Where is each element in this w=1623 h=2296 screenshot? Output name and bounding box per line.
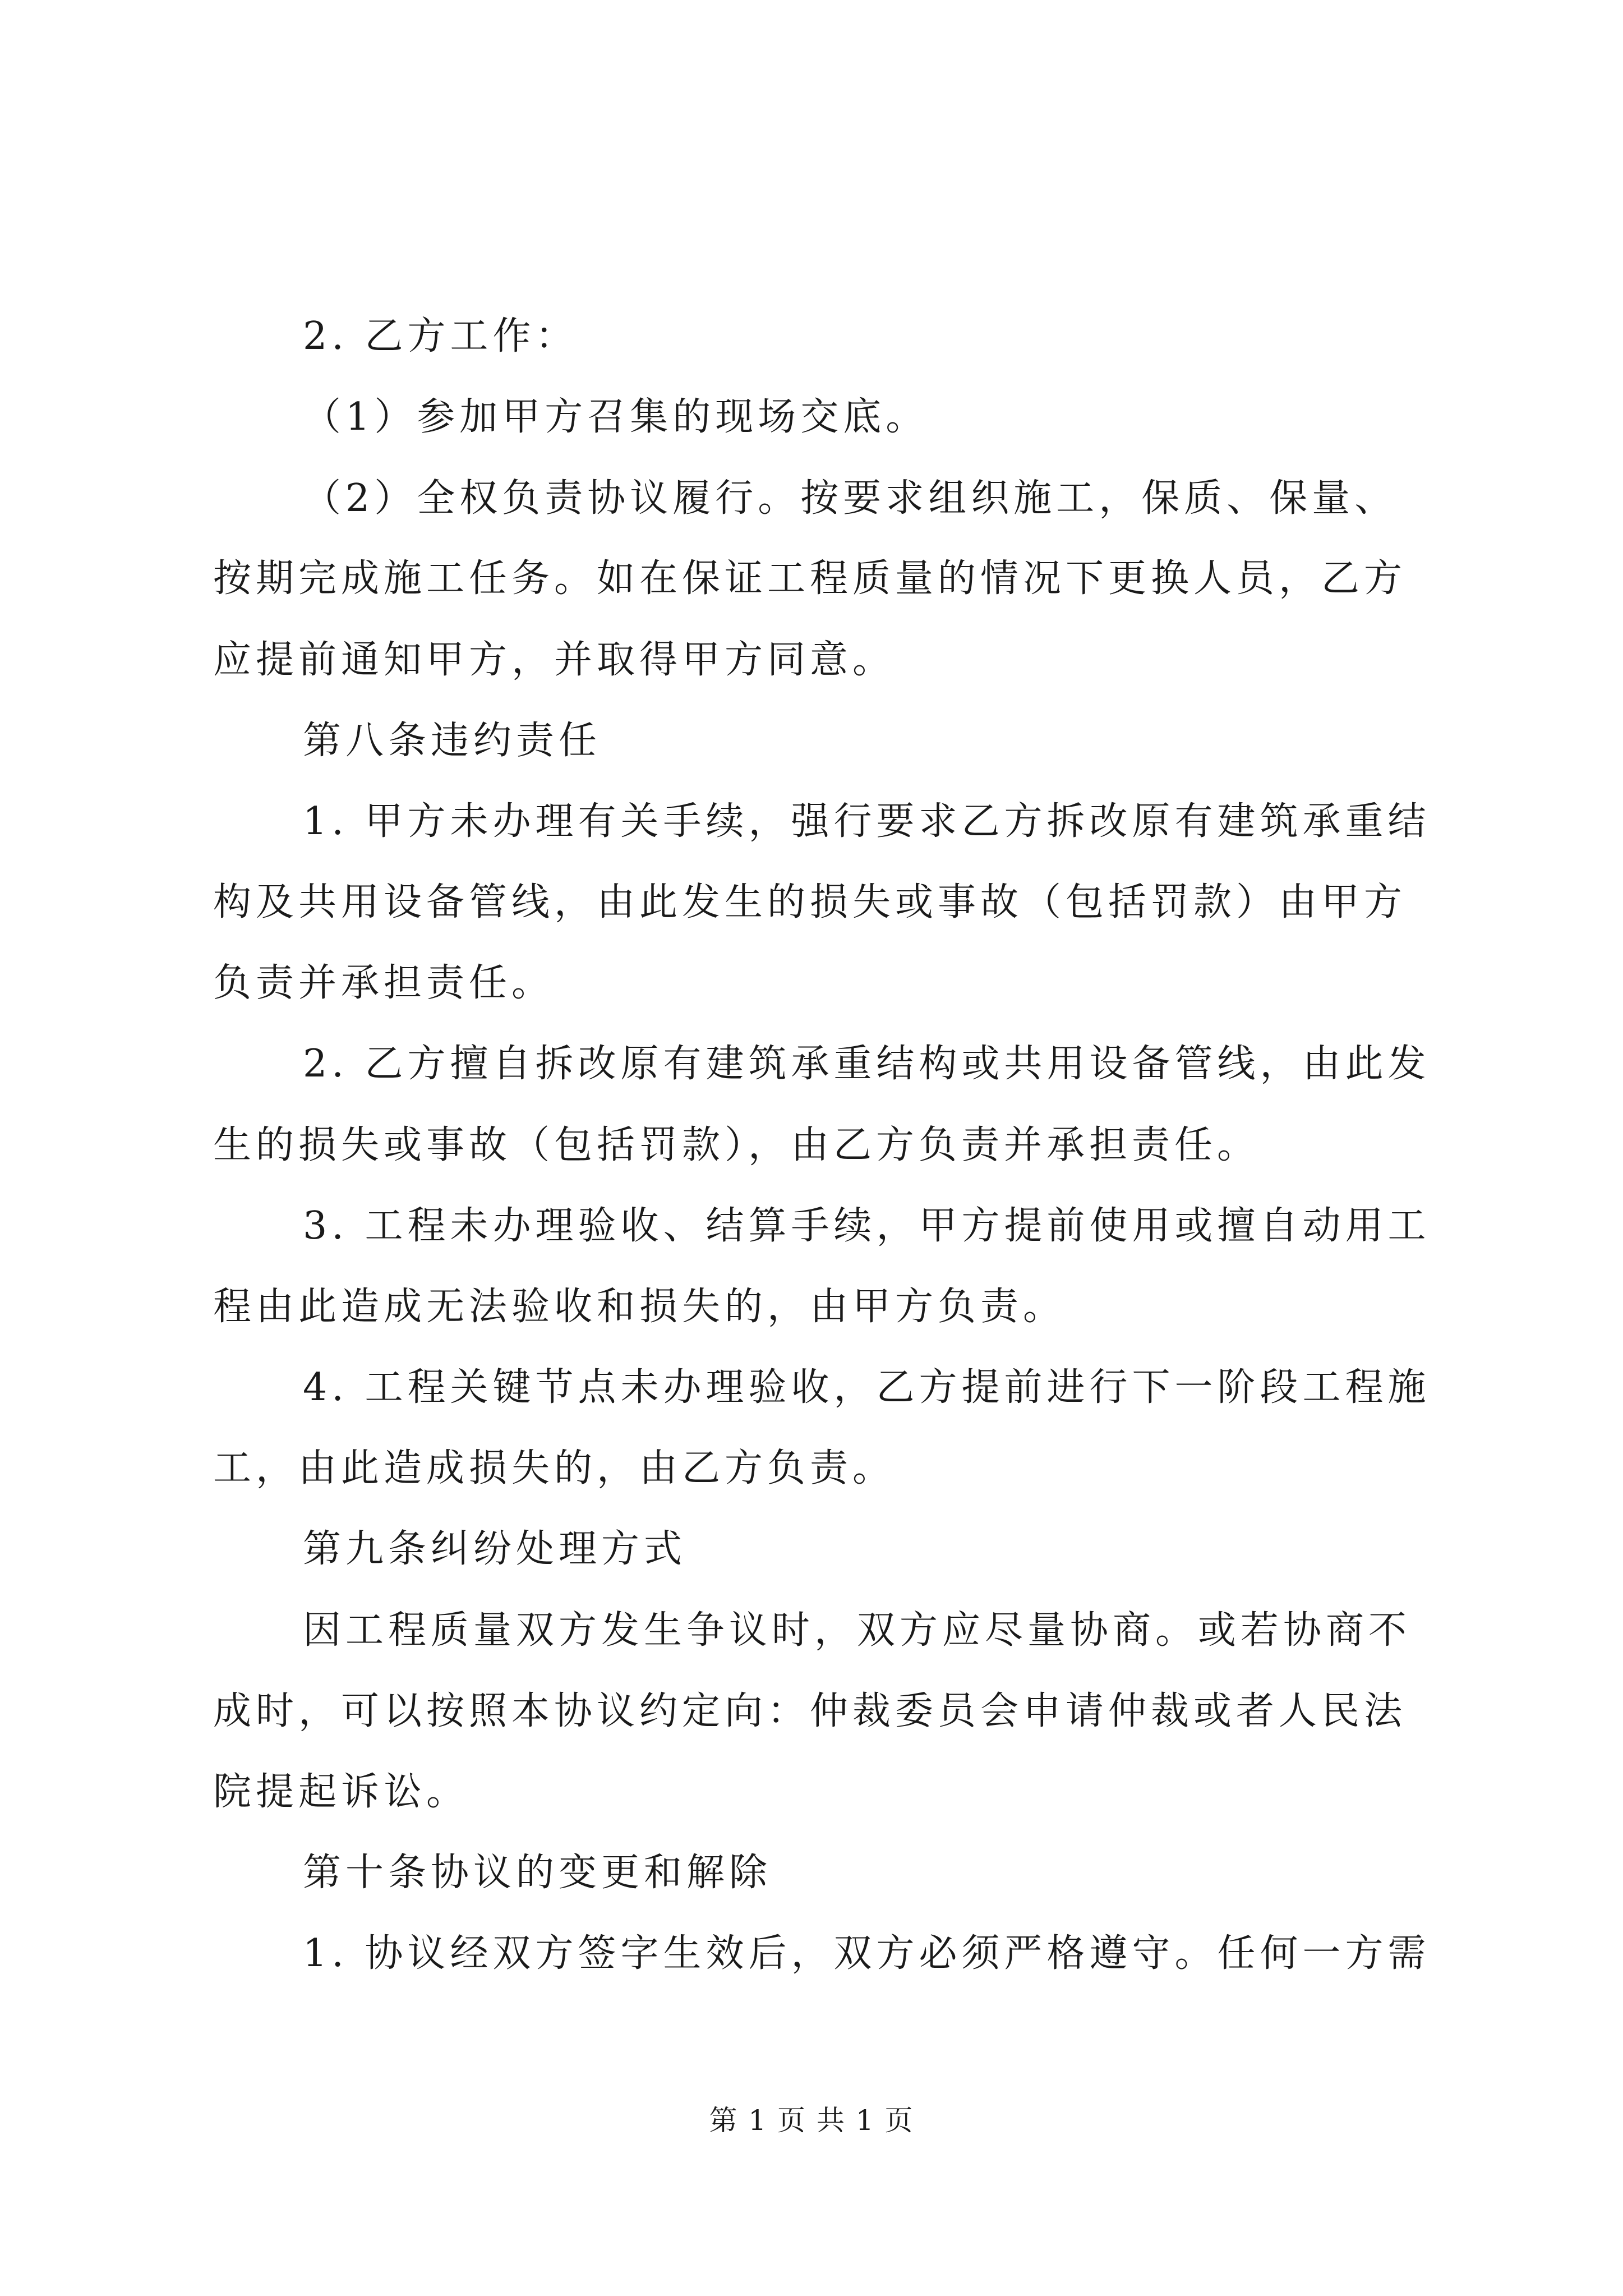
text-line: 2. 乙方工作：: [303, 314, 578, 358]
text-line: 院提起诉讼。: [213, 1770, 469, 1814]
text-line: （1）参加甲方召集的现场交底。: [303, 395, 929, 439]
text-line: 1. 协议经双方签字生效后，双方必须严格遵守。任何一方需: [303, 1931, 1431, 1976]
section-heading: 第十条协议的变更和解除: [303, 1851, 772, 1895]
text-line: 1. 甲方未办理有关手续，强行要求乙方拆改原有建筑承重结: [303, 799, 1431, 844]
text-line: 因工程质量双方发生争议时，双方应尽量协商。或若协商不: [303, 1608, 1412, 1653]
text-line: 成时，可以按照本协议约定向：仲裁委员会申请仲裁或者人民法: [213, 1689, 1407, 1733]
text-line: 2. 乙方擅自拆改原有建筑承重结构或共用设备管线，由此发: [303, 1042, 1431, 1086]
page-footer: 第 1 页 共 1 页: [709, 2104, 914, 2137]
text-line: 3. 工程未办理验收、结算手续，甲方提前使用或擅自动用工: [303, 1204, 1431, 1248]
text-line: 程由此造成无法验收和损失的，由甲方负责。: [213, 1285, 1066, 1329]
text-line: 负责并承担责任。: [213, 961, 555, 1005]
text-line: 生的损失或事故（包括罚款），由乙方负责并承担责任。: [213, 1123, 1260, 1167]
section-heading: 第八条违约责任: [303, 719, 602, 763]
text-line: 应提前通知甲方，并取得甲方同意。: [213, 638, 896, 682]
text-line: 工，由此造成损失的，由乙方负责。: [213, 1446, 896, 1490]
text-line: 构及共用设备管线，由此发生的损失或事故（包括罚款）由甲方: [213, 880, 1407, 924]
section-heading: 第九条纠纷处理方式: [303, 1527, 687, 1571]
text-line: （2）全权负责协议履行。按要求组织施工，保质、保量、: [303, 476, 1398, 521]
text-line: 4. 工程关键节点未办理验收，乙方提前进行下一阶段工程施: [303, 1365, 1431, 1410]
text-line: 按期完成施工任务。如在保证工程质量的情况下更换人员，乙方: [213, 556, 1407, 601]
